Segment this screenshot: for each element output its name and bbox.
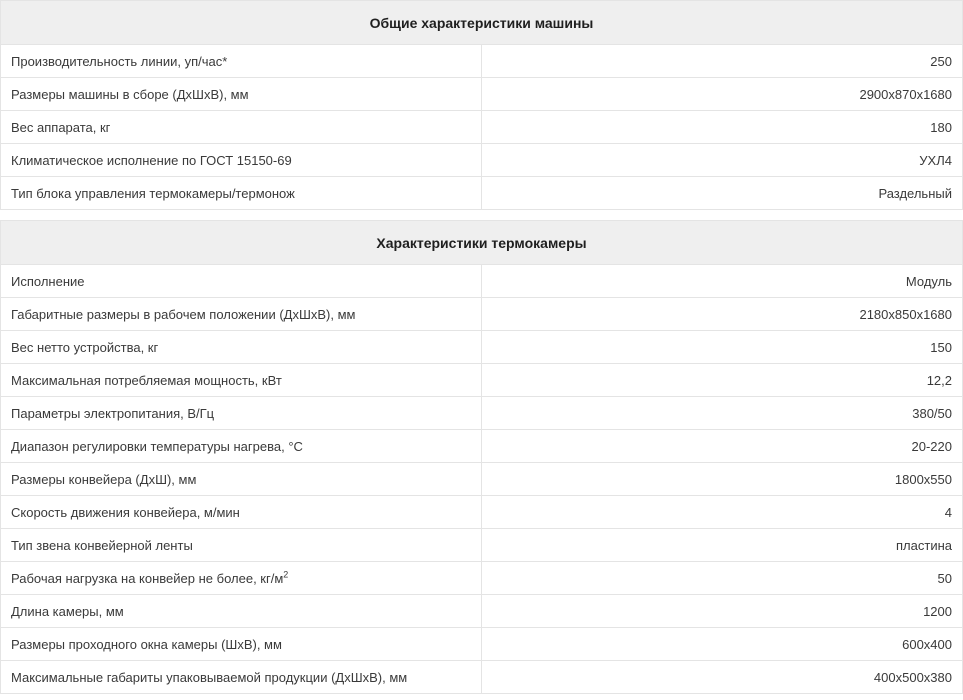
row-label: Длина камеры, мм [1, 595, 482, 628]
row-value: УХЛ4 [482, 144, 963, 177]
table-row [1, 595, 963, 628]
row-value: 1200 [482, 595, 963, 628]
row-label: Диапазон регулировки температуры нагрева, °С [1, 430, 482, 463]
table-row [1, 331, 963, 364]
table-row [1, 463, 963, 496]
row-value: пластина [482, 529, 963, 562]
table-row [1, 45, 963, 78]
row-label: Исполнение [1, 265, 482, 298]
row-label: Тип блока управления термокамеры/термонож [1, 177, 482, 210]
table-row [1, 298, 963, 331]
table-row [1, 661, 963, 694]
row-value: 2180х850х1680 [482, 298, 963, 331]
section-header-row [1, 221, 963, 265]
row-value: 1800х550 [482, 463, 963, 496]
row-label: Параметры электропитания, В/Гц [1, 397, 482, 430]
row-label-with-superscript [1, 562, 482, 595]
row-value: 600х400 [482, 628, 963, 661]
table-row [1, 111, 963, 144]
section-spacer [0, 210, 963, 220]
row-value: 380/50 [482, 397, 963, 430]
section-title-general: Общие характеристики машины [1, 1, 963, 45]
row-label: Габаритные размеры в рабочем положении (ДхШхВ), мм [1, 298, 482, 331]
row-value: 12,2 [482, 364, 963, 397]
row-label: Вес аппарата, кг [1, 111, 482, 144]
row-label: Максимальные габариты упаковываемой продукции (ДхШхВ), мм [1, 661, 482, 694]
row-label: Максимальная потребляемая мощность, кВт [1, 364, 482, 397]
table-row [1, 562, 963, 595]
table-row [1, 628, 963, 661]
row-label: Вес нетто устройства, кг [1, 331, 482, 364]
spec-table-general [0, 0, 963, 210]
row-value: 180 [482, 111, 963, 144]
row-label: Размеры машины в сборе (ДхШхВ), мм [1, 78, 482, 111]
table-row [1, 144, 963, 177]
row-label: Размеры конвейера (ДхШ), мм [1, 463, 482, 496]
row-value: 50 [482, 562, 963, 595]
table-row [1, 397, 963, 430]
spec-table-thermochamber [0, 220, 963, 694]
row-value: Раздельный [482, 177, 963, 210]
section-header-row [1, 1, 963, 45]
table-row [1, 430, 963, 463]
row-value: 150 [482, 331, 963, 364]
row-label: Климатическое исполнение по ГОСТ 15150-69 [1, 144, 482, 177]
table-row [1, 496, 963, 529]
table-row [1, 364, 963, 397]
row-label: Размеры проходного окна камеры (ШхВ), мм [1, 628, 482, 661]
row-value: 250 [482, 45, 963, 78]
row-label: Скорость движения конвейера, м/мин [1, 496, 482, 529]
table-row [1, 529, 963, 562]
table-row [1, 265, 963, 298]
row-value: 20-220 [482, 430, 963, 463]
row-value: 4 [482, 496, 963, 529]
row-label: Производительность линии, уп/час* [1, 45, 482, 78]
table-row [1, 78, 963, 111]
unit-superscript: 2 [283, 569, 289, 580]
row-label: Рабочая нагрузка на конвейер не более, кг/м [11, 570, 284, 586]
section-title-thermochamber: Характеристики термокамеры [1, 221, 963, 265]
row-label: Тип звена конвейерной ленты [1, 529, 482, 562]
row-value: 2900х870х1680 [482, 78, 963, 111]
row-value: 400х500х380 [482, 661, 963, 694]
table-row [1, 177, 963, 210]
row-value: Модуль [482, 265, 963, 298]
